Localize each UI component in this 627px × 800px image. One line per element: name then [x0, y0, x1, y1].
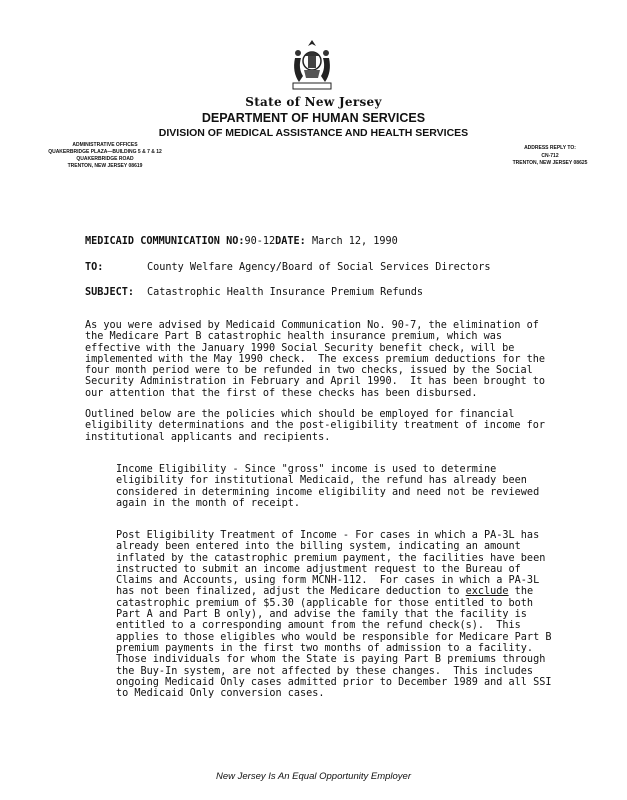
administrative-address: ADMINISTRATIVE OFFICES QUAKERBRIDGE PLAZA—BUILDING 5 & 7 & 12 QUAKERBRIDGE ROAD TRENTON, NEW JERSEY 08619 — [48, 142, 162, 169]
paragraph-2: Outlined below are the policies which should be employed for financial eligibility determinations and the post-eligibility treatment of income for institutional applicants and recipients. — [85, 409, 546, 443]
subject-line: SUBJECT: Catastrophic Health Insurance Premium Refunds — [85, 287, 424, 298]
state-title: State of New Jersey — [245, 95, 382, 109]
to-line: TO: County Welfare Agency/Board of Social Services Directors — [85, 262, 491, 273]
department-title: DEPARTMENT OF HUMAN SERVICES — [201, 111, 426, 125]
paragraph-post-eligibility: Post Eligibility Treatment of Income - For cases in which a PA-3L has already been entered into the billing system, indicating an amount inflated by the catastrophic premium payment, the facilities have been instructed to submit an income adjustment request to the Bureau of Claims and Accounts, using form MCNH-112. For cases in which a PA-3L has not been finalized, adjust the Medicare deduction to exclude the catastrophic premium of $5.30 (applicable for those entitled to both Part A and Part B only), and advise the family that the facility is entitled to a corresponding amount from the refund check(s). This applies to those eligibles who would be responsible for Medicare Part B premium payments in the first two months of admission to a facility. Those individuals for whom the State is paying Part B premiums through the Buy-In system, are not affected by these changes. This includes ongoing Medicaid Only cases admitted prior to December 1989 and all SSI to Medicaid Only conversion cases. — [116, 530, 552, 700]
division-title: DIVISION OF MEDICAL ASSISTANCE AND HEALTH SERVICES — [158, 127, 469, 139]
reply-address: ADDRESS REPLY TO: CN-712 TRENTON, NEW JERSEY 08625 — [512, 145, 588, 166]
footer-eoe: New Jersey Is An Equal Opportunity Employer — [215, 771, 411, 782]
paragraph-income-eligibility: Income Eligibility - Since "gross" income is used to determine eligibility for institutional Medicaid, the refund has already been considered in determining income eligibility and need not be reviewed again in the month of receipt. — [116, 464, 540, 509]
state-seal-icon — [283, 36, 341, 94]
communication-line: MEDICAID COMMUNICATION NO:90-12DATE: March 12, 1990 — [85, 236, 398, 247]
paragraph-1: As you were advised by Medicaid Communication No. 90-7, the elimination of the Medicare Part B catastrophic health insurance premium, which was effective with the January 1990 Social Security benefit check, will be implemented with the May 1990 check. The excess premium deductions for the four month period were to be refunded in two checks, issued by the Social Security Administration in February and April 1990. It has been brought to our attention that the first of these checks has been disbursed. — [85, 320, 546, 399]
